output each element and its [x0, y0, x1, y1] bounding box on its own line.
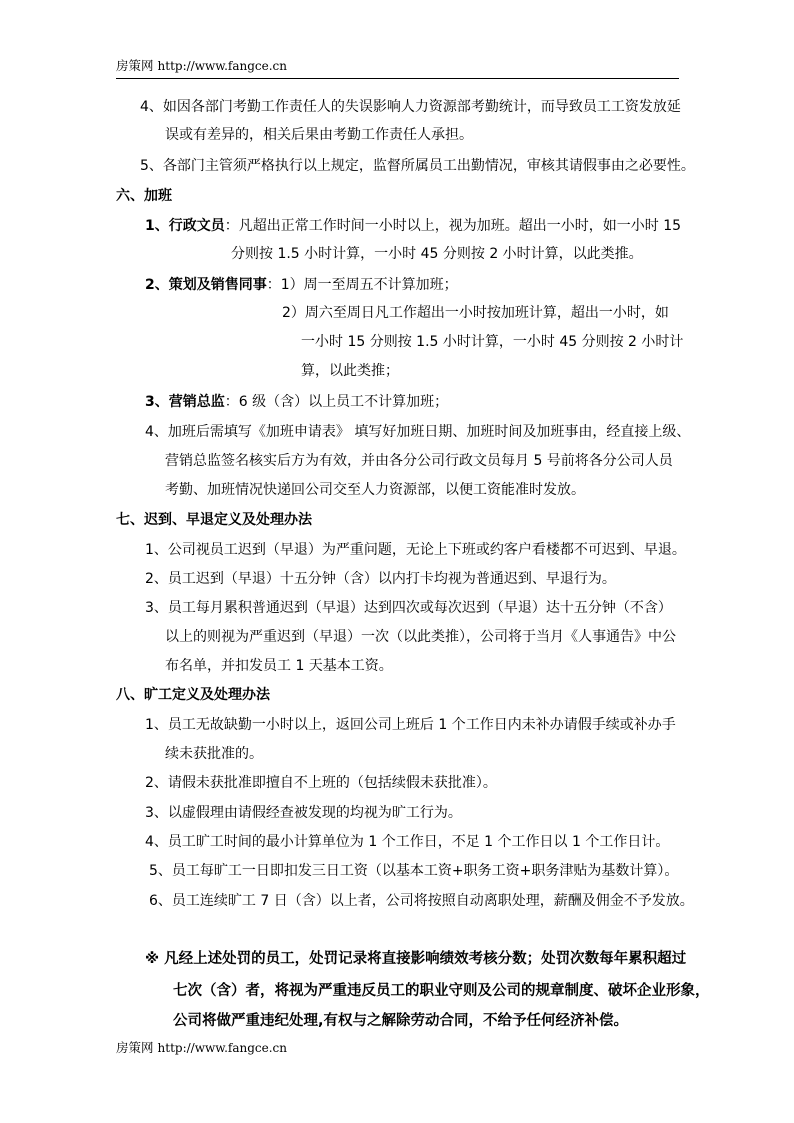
- item-number: 2、: [145, 277, 169, 293]
- late-rule-1: 1、公司视员工迟到（早退）为严重问题，无论上下班或约客户看楼都不可迟到、早退。: [145, 542, 686, 558]
- rule-5: 5、各部门主管须严格执行以上规定，监督所属员工出勤情况，审核其请假事由之必要性。: [140, 158, 695, 174]
- overtime-item-2-line4: 算，以此类推；: [301, 363, 399, 379]
- absence-rule-1-line1: 1、员工无故缺勤一小时以上，返回公司上班后 1 个工作日内未补办请假手续或补办手: [145, 717, 676, 733]
- overtime-item-2-line1: [145, 276, 458, 294]
- footer-site-name: 房策网: [116, 1040, 154, 1055]
- notice-line3: 公司将做严重违纪处理,有权与之解除劳动合同，不给予任何经济补偿。: [173, 1013, 629, 1029]
- section-7-heading: 七、迟到、早退定义及处理办法: [116, 512, 312, 528]
- marketing-director-label: 营销总监: [168, 394, 225, 410]
- overtime-item-1-line1: [145, 217, 681, 235]
- header-url[interactable]: http://www.fangce.cn: [157, 59, 287, 73]
- notice-line1: ※ 凡经上述处罚的员工，处罚记录将直接影响绩效考核分数；处罚次数每年累积超过: [145, 951, 687, 967]
- late-rule-3-line3: 布名单，并扣发员工 1 天基本工资。: [165, 658, 393, 674]
- footer-url[interactable]: http://www.fangce.cn: [157, 1041, 287, 1055]
- absence-rule-2: 2、请假未获批准即擅自不上班的（包括续假未获批准）。: [145, 775, 497, 791]
- page-header: [116, 58, 679, 79]
- late-rule-3-line2: 以上的则视为严重迟到（早退）一次（以此类推），公司将于当月《人事通告》中公: [165, 629, 676, 645]
- item-number: 3、: [145, 394, 169, 410]
- planning-sales-label: 策划及销售同事: [168, 277, 267, 293]
- late-rule-2: 2、员工迟到（早退）十五分钟（含）以内打卡均视为普通迟到、早退行为。: [145, 571, 616, 587]
- absence-rule-3: 3、以虚假理由请假经查被发现的均视为旷工行为。: [145, 805, 462, 821]
- item-text: ：凡超出正常工作时间一小时以上，视为加班。超出一小时，如一小时 15: [224, 218, 682, 234]
- overtime-item-4-line3: 考勤、加班情况快递回公司交至人力资源部，以便工资能准时发放。: [165, 482, 585, 498]
- item-text: ：1）周一至周五不计算加班；: [266, 277, 458, 293]
- admin-clerk-label: 行政文员: [168, 218, 225, 234]
- section-8-heading: 八、旷工定义及处理办法: [116, 687, 270, 703]
- late-rule-3-line1: 3、员工每月累积普通迟到（早退）达到四次或每次迟到（早退）达十五分钟（不含）: [145, 600, 672, 616]
- rule-4-line1: 4、如因各部门考勤工作责任人的失误影响人力资源部考勤统计，而导致员工工资发放延: [140, 99, 681, 115]
- header-site-name: 房策网: [116, 58, 154, 73]
- item-text: ：6 级（含）以上员工不计算加班；: [224, 394, 449, 410]
- notice-line2: 七次（含）者，将视为严重违反员工的职业守则及公司的规章制度、破坏企业形象，: [173, 983, 710, 999]
- absence-rule-1-line2: 续未获批准的。: [165, 746, 263, 762]
- page-footer: [116, 1040, 287, 1056]
- absence-rule-5: 5、员工每旷工一日即扣发三日工资（以基本工资+职务工资+职务津贴为基数计算）。: [149, 863, 679, 879]
- item-number: 1、: [145, 218, 169, 234]
- overtime-item-1-line2: 分则按 1.5 小时计算，一小时 45 分则按 2 小时计算，以此类推。: [231, 246, 643, 262]
- overtime-item-4-line2: 营销总监签名核实后方为有效，并由各分公司行政文员每月 5 号前将各分公司人员: [165, 453, 673, 469]
- overtime-item-4-line1: 4、加班后需填写《加班申请表》 填写好加班日期、加班时间及加班事由，经直接上级、: [145, 424, 691, 440]
- overtime-item-2-line3: 一小时 15 分则按 1.5 小时计算，一小时 45 分则按 2 小时计: [301, 334, 684, 350]
- absence-rule-6: 6、员工连续旷工 7 日（含）以上者，公司将按照自动离职处理，薪酬及佣金不予发放。: [149, 893, 694, 909]
- section-6-heading: 六、加班: [116, 188, 172, 204]
- overtime-item-2-line2: 2）周六至周日凡工作超出一小时按加班计算，超出一小时，如: [282, 305, 669, 321]
- overtime-item-3: [145, 393, 448, 411]
- absence-rule-4: 4、员工旷工时间的最小计算单位为 1 个工作日，不足 1 个工作日以 1 个工作日计。: [145, 834, 670, 850]
- rule-4-line2: 误或有差异的，相关后果由考勤工作责任人承担。: [165, 127, 473, 143]
